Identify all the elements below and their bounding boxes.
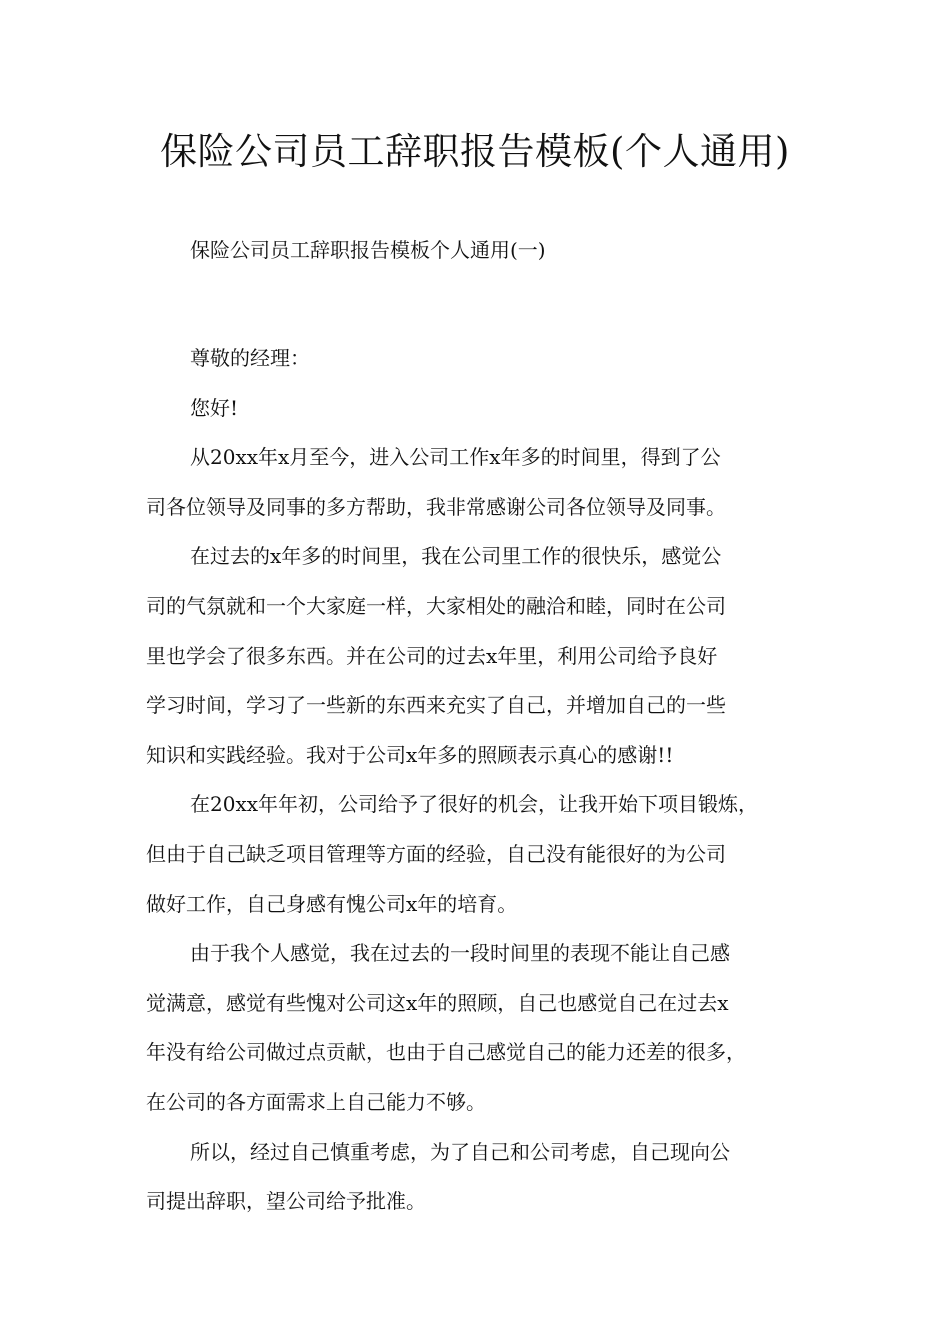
- paragraph-1: [146, 433, 808, 532]
- text-line: 学习时间，学习了一些新的东西来充实了自己，并增加自己的一些: [146, 693, 726, 718]
- text-line: 在过去的x年多的时间里，我在公司里工作的很快乐，感觉公: [190, 544, 722, 569]
- text-line: 年没有给公司做过点贡献，也由于自己感觉自己的能力还差的很多，: [146, 1040, 746, 1065]
- text-line: 从20xx年x月至今，进入公司工作x年多的时间里，得到了公: [190, 445, 721, 470]
- text-line: 司提出辞职，望公司给予批准。: [146, 1189, 426, 1214]
- paragraph-greeting: [146, 384, 808, 434]
- paragraph-4: [146, 929, 808, 1127]
- text-line: 里也学会了很多东西。并在公司的过去x年里，利用公司给予良好: [146, 643, 718, 668]
- document-title: 保险公司员工辞职报告模板(个人通用): [160, 130, 790, 173]
- text-line: 由于我个人感觉，我在过去的一段时间里的表现不能让自己感: [190, 941, 730, 966]
- text-line: 司的气氛就和一个大家庭一样，大家相处的融洽和睦，同时在公司: [146, 593, 726, 618]
- document-subtitle: 保险公司员工辞职报告模板个人通用(一): [190, 238, 546, 262]
- text-line: 所以，经过自己慎重考虑，为了自己和公司考虑，自己现向公: [190, 1139, 730, 1164]
- text-line: 做好工作，自己身感有愧公司x年的培育。: [146, 891, 518, 916]
- text-line: 觉满意，感觉有些愧对公司这x年的照顾，自己也感觉自己在过去x: [146, 990, 729, 1015]
- paragraph-5: [146, 1128, 808, 1227]
- document-body: [146, 334, 808, 1227]
- text-line: 知识和实践经验。我对于公司x年多的照顾表示真心的感谢!!: [146, 742, 674, 767]
- text-line: 您好!: [190, 395, 239, 420]
- text-line: 在20xx年年初，公司给予了很好的机会，让我开始下项目锻炼，: [190, 792, 759, 817]
- text-line: 司各位领导及同事的多方帮助，我非常感谢公司各位领导及同事。: [146, 494, 726, 519]
- text-line: 但由于自己缺乏项目管理等方面的经验，自己没有能很好的为公司: [146, 841, 726, 866]
- text-line: 在公司的各方面需求上自己能力不够。: [146, 1089, 486, 1114]
- text-line: 尊敬的经理：: [190, 346, 310, 370]
- paragraph-3: [146, 780, 808, 929]
- paragraph-salutation: [146, 334, 808, 384]
- paragraph-2: [146, 532, 808, 780]
